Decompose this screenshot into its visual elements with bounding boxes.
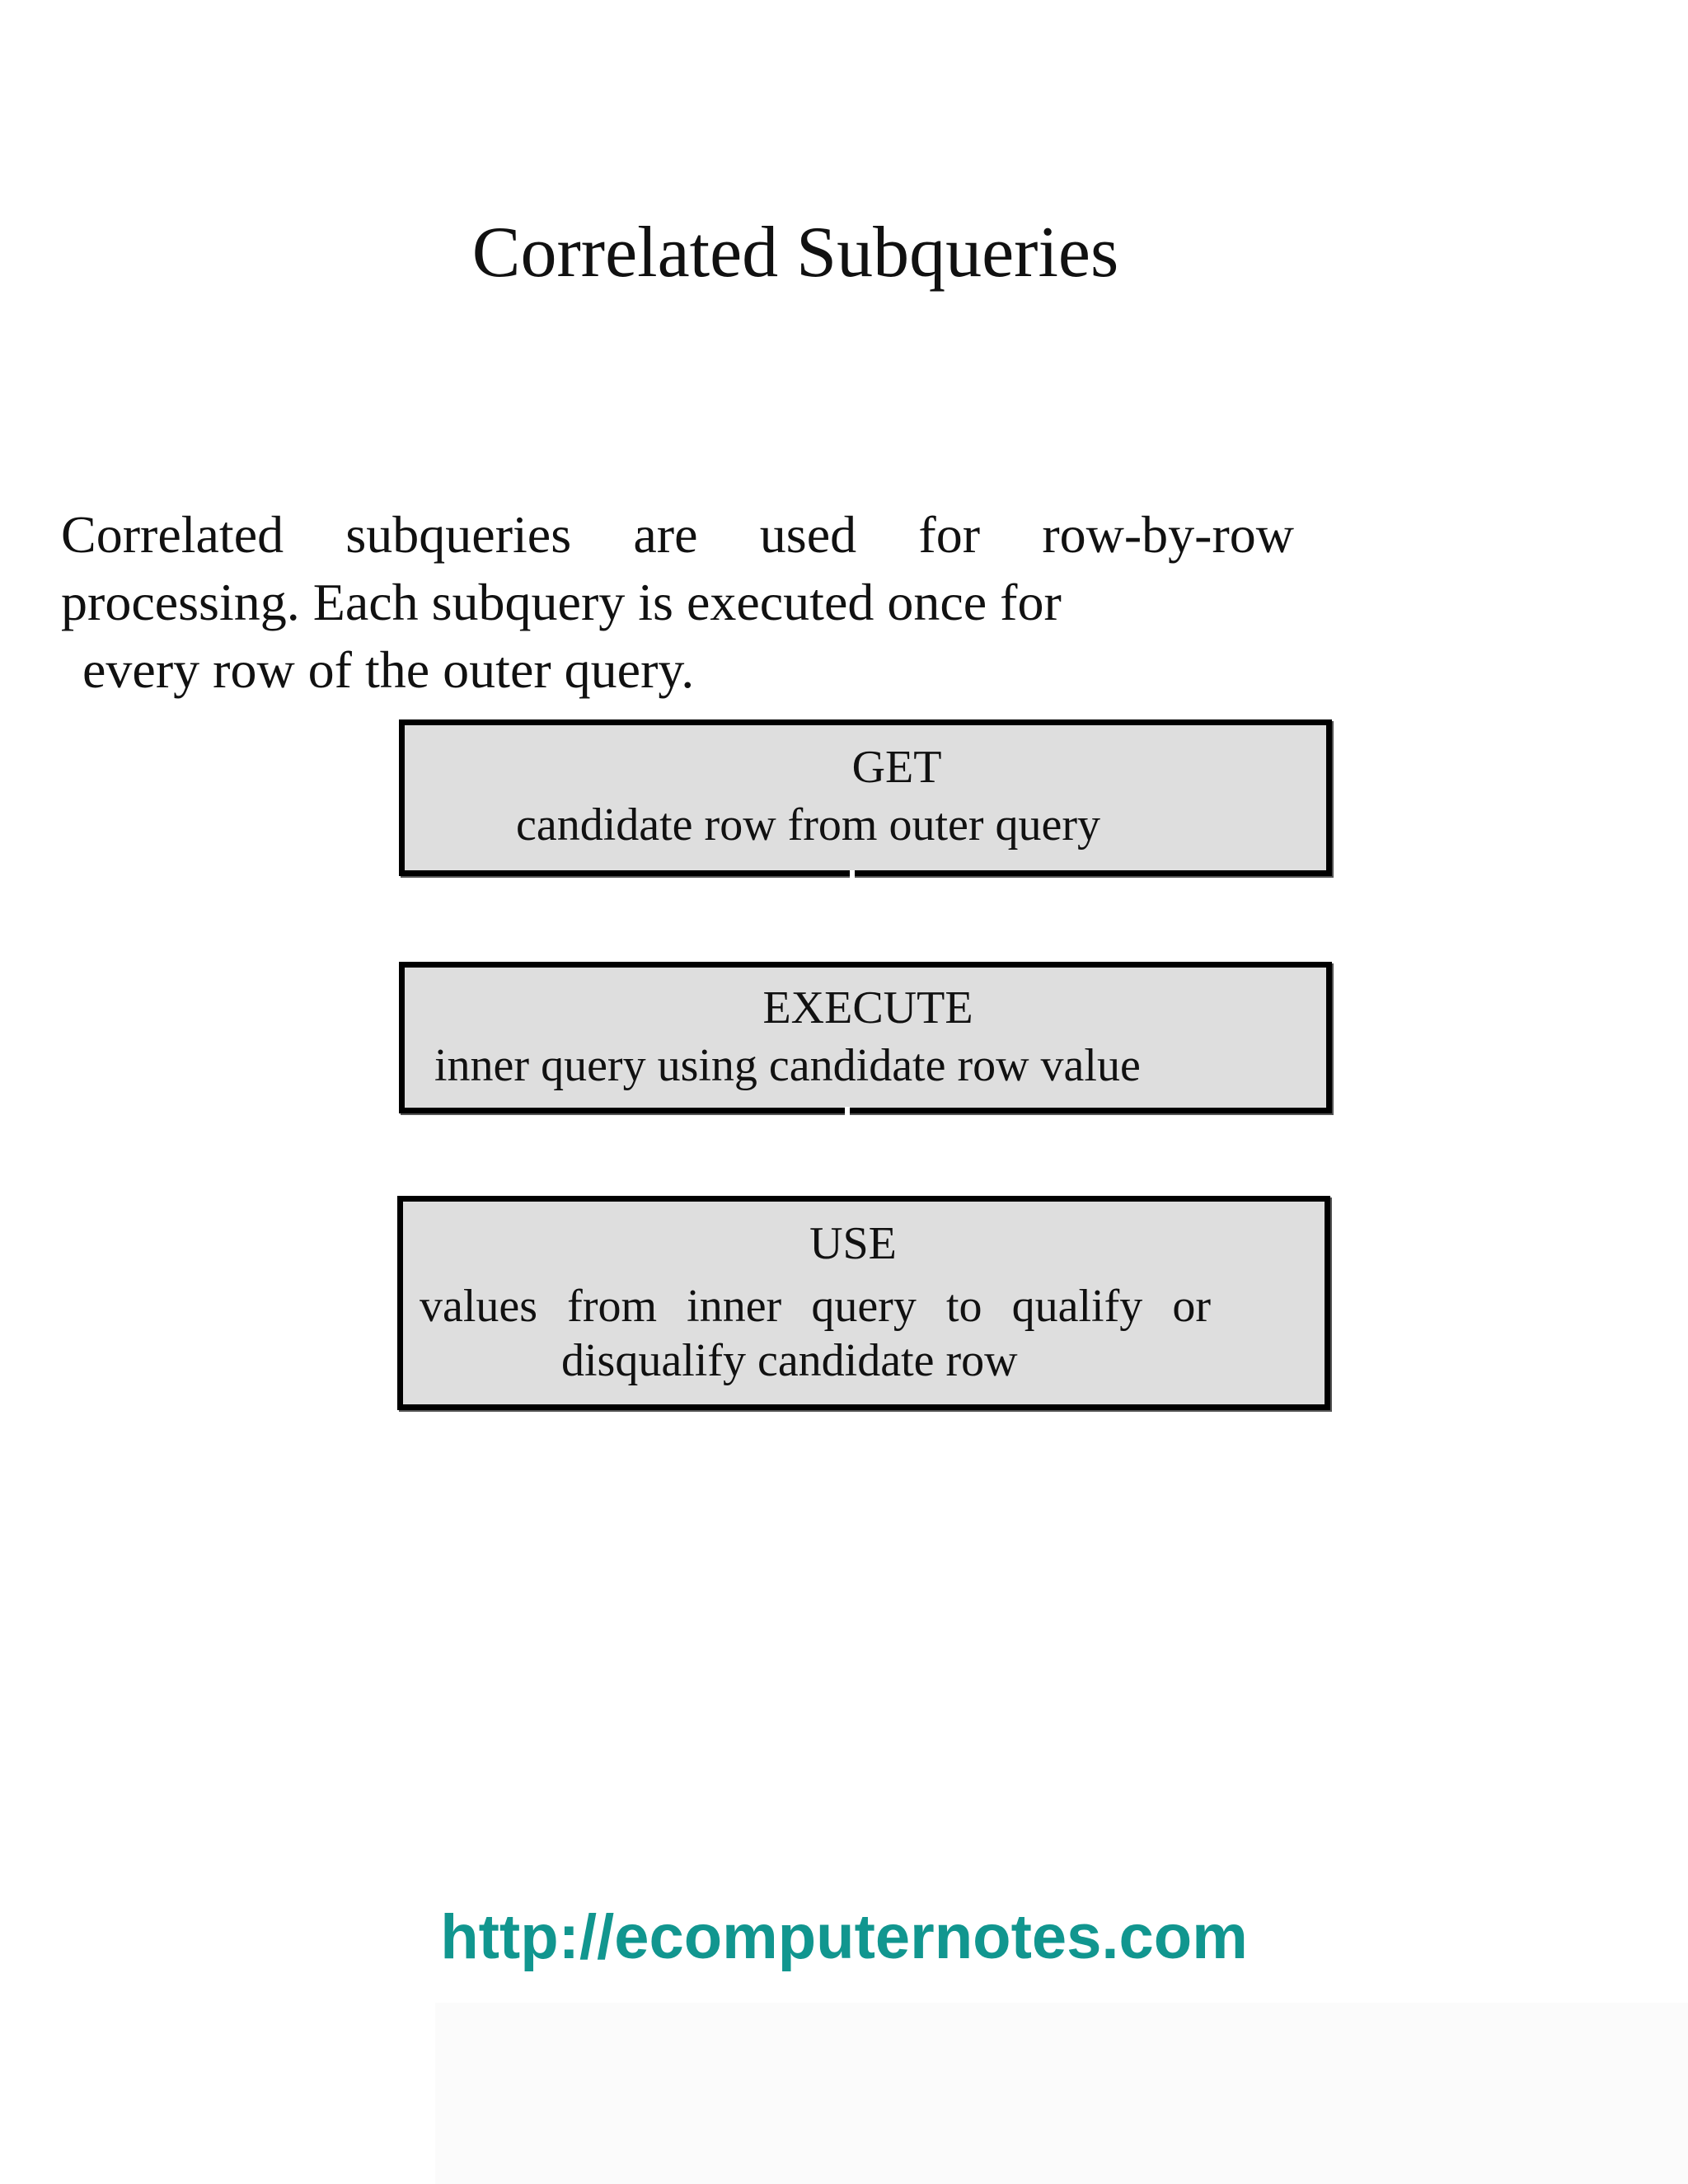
intro-line-3: every row of the outer query. (82, 640, 695, 699)
step-use-description (403, 1279, 1211, 1388)
intro-paragraph (61, 501, 1294, 704)
step-get-description: candidate row from outer query (516, 799, 1101, 851)
connector-get-execute (850, 870, 855, 879)
connector-execute-use (845, 1107, 850, 1117)
intro-line-1: Correlated subqueries are used for row-by-row (61, 505, 1294, 564)
step-use-description-line-1: values from inner query to qualify or (420, 1281, 1211, 1332)
footer-shade (435, 2003, 1688, 2184)
step-execute-heading: EXECUTE (762, 982, 973, 1033)
step-use-box (397, 1196, 1330, 1410)
step-execute-description: inner query using candidate row value (434, 1040, 1141, 1091)
step-get-box (399, 719, 1332, 876)
step-use-description-line-2: disqualify candidate row (561, 1335, 1018, 1386)
step-get-heading: GET (851, 742, 942, 793)
page-title: Correlated Subqueries (471, 213, 1119, 293)
intro-line-2: processing. Each subquery is executed once for (61, 573, 1062, 631)
footer-url-link[interactable]: http://ecomputernotes.com (440, 1902, 1248, 1972)
step-use-heading: USE (809, 1218, 897, 1269)
step-execute-box (399, 962, 1332, 1113)
